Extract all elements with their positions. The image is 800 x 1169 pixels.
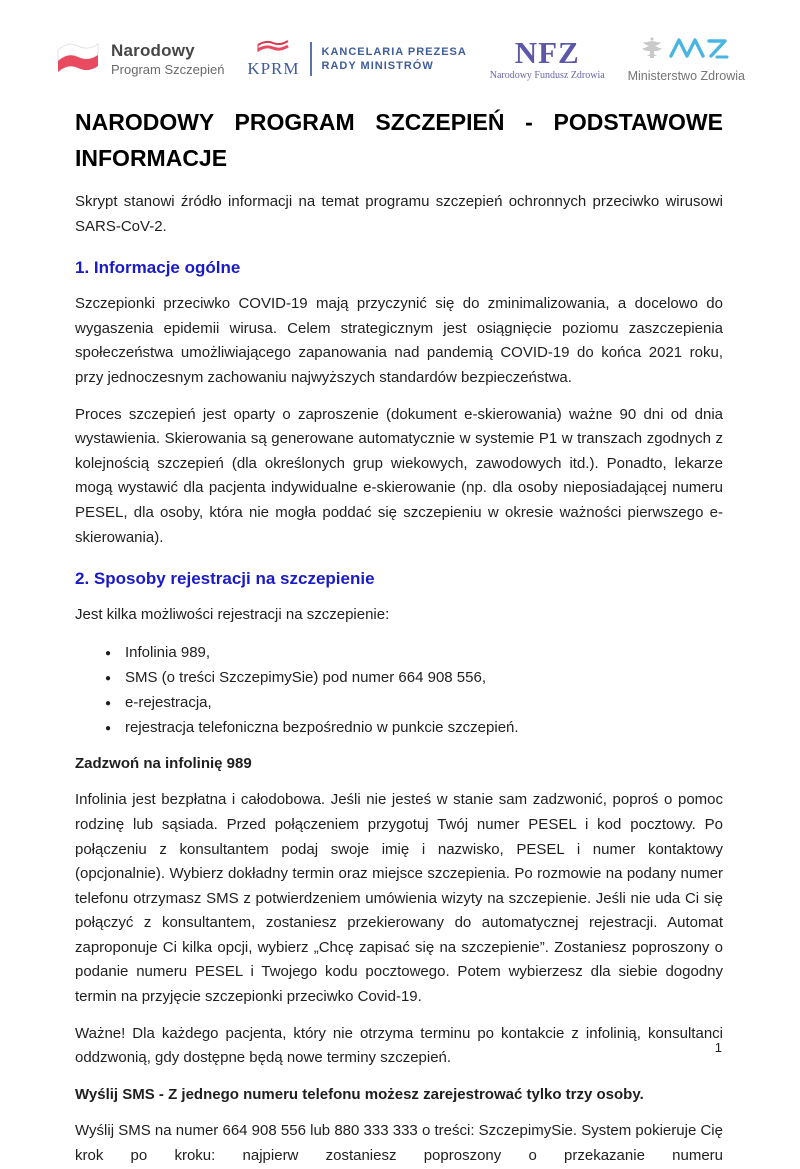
logo-nps-text [111, 41, 224, 77]
logo-kprm-line2: RADY MINISTRÓW [321, 60, 434, 72]
page-number: 1 [714, 1040, 722, 1055]
logo-nfz [489, 34, 605, 81]
eagle-icon [641, 35, 663, 66]
important-paragraph: Ważne! Dla każdego pacjenta, który nie otrzyma terminu po kontakcie z infolinią, konsultanci oddzwonią, gdy dostępne będą nowe terminy szczepień. [75, 1024, 723, 1067]
intro-paragraph: Skrypt stanowi źródło informacji na temat programu szczepień ochronnych przeciwko wirusowi SARS-CoV-2. [75, 193, 723, 235]
logo-nfz-abbr: NFZ [514, 34, 580, 70]
mz-monogram-icon [669, 36, 731, 65]
kprm-flag-icon [256, 39, 290, 58]
logo-nps-line1: Narodowy [111, 41, 195, 60]
section1-paragraph1: Szczepionki przeciwko COVID-19 mają przyczynić się do zminimalizowania, a docelowo do wygaszenia epidemii wirusa. Celem strategicznym jest osiągnięcie poziomu zaszczepienia społeczeństwa umożliwiającego zapanowania nad pandemią COVID-19 do końca 2021 roku, przy jednoczesnym zachowaniu najwyższych standardów bezpieczeństwa. [75, 295, 723, 386]
header-logo-row [0, 0, 800, 88]
list-item: ● Infolinia 989, [105, 640, 723, 665]
logo-kprm-abbr: KPRM [247, 59, 300, 78]
sms-heading: Wyślij SMS - Z jednego numeru telefonu możesz zarejestrować tylko trzy osoby. [75, 1085, 644, 1103]
list-item: ● SMS (o treści SzczepimySie) pod numer 664 908 556, [105, 665, 723, 690]
logo-kprm-text [322, 45, 467, 73]
logo-mz-marks [641, 35, 731, 66]
polish-flag-icon [55, 38, 101, 81]
list-item: ● rejestracja telefoniczna bezpośrednio w punkcie szczepień. [105, 715, 723, 740]
section1-paragraph2: Proces szczepień jest oparty o zaproszenie (dokument e-skierowania) ważne 90 dni od dnia wystawienia. Skierowania są generowane automatycznie w systemie P1 w transzach zgodnych z kolejnością szczepień (dla określonych grup wiekowych, zawodowych itd.). Ponadto, lekarze mogą wystawić dla pacjenta indywidualne e-skierowanie (np. dla osoby nieposiadającej numeru PESEL, dla osoby, która nie mogła poddać się szczepieniu w okresie ważności pierwszego e-skierowania). [75, 405, 723, 546]
document-content [0, 88, 800, 1169]
section2-heading: 2. Sposoby rejestracji na szczepienie [75, 569, 375, 589]
logo-ministerstwo-zdrowia [628, 35, 745, 83]
call-hotline-paragraph: Infolinia jest bezpłatna i całodobowa. Jeśli nie jesteś w stanie sam zadzwonić, poproś o pomoc rodzinę lub sąsiada. Przed połączeniem przygotuj Twój numer PESEL i kod pocztowy. Po połączeniu z konsultantem podaj swoje imię i nazwisko, PESEL i numer kontaktowy (opcjonalnie). Wybierz dokładny termin oraz miejsce szczepienia. Po rozmowie na podany numer telefonu otrzymasz SMS z potwierdzeniem umówienia wizyty na szczepienie. Jeśli nie uda Ci się połączyć z konsultantem, zostaniesz przekierowany do automatycznej rejestracji. Automat zaproponuje Ci kilka opcji, wybierz „Chcę zapisać się na szczepienie”. Zostaniesz poproszony o podanie numeru PESEL i Twojego kodu pocztowego. Potem wybierzesz dla siebie dogodny termin na przyjęcie szczepionki przeciwko Covid-19. [75, 791, 723, 1006]
logo-narodowy-program-szczepien [55, 38, 224, 81]
kprm-divider [310, 42, 312, 76]
sms-paragraph: Wyślij SMS na numer 664 908 556 lub 880 333 333 o treści: SzczepimySie. System pokieruje Cię krok po kroku: najpierw zostaniesz poproszony o przekazanie numeru [75, 1122, 723, 1165]
logo-mz-caption: Ministerstwo Zdrowia [627, 69, 745, 83]
list-item: ● e-rejestracja, [105, 690, 723, 715]
logo-kprm-emblem [247, 39, 299, 79]
logo-kprm-line1: KANCELARIA PREZESA [321, 46, 467, 58]
logo-kprm [247, 39, 467, 79]
registration-options-list [105, 640, 723, 740]
section1-heading: 1. Informacje ogólne [75, 258, 241, 278]
logo-nps-line2: Program Szczepień [111, 62, 225, 77]
call-hotline-heading: Zadzwoń na infolinię 989 [75, 754, 252, 772]
logo-nfz-caption: Narodowy Fundusz Zdrowia [489, 69, 605, 81]
document-title: NARODOWY PROGRAM SZCZEPIEŃ - PODSTAWOWE INFORMACJE [75, 109, 723, 171]
section2-lead: Jest kilka możliwości rejestracji na szczepienie: [75, 606, 390, 624]
